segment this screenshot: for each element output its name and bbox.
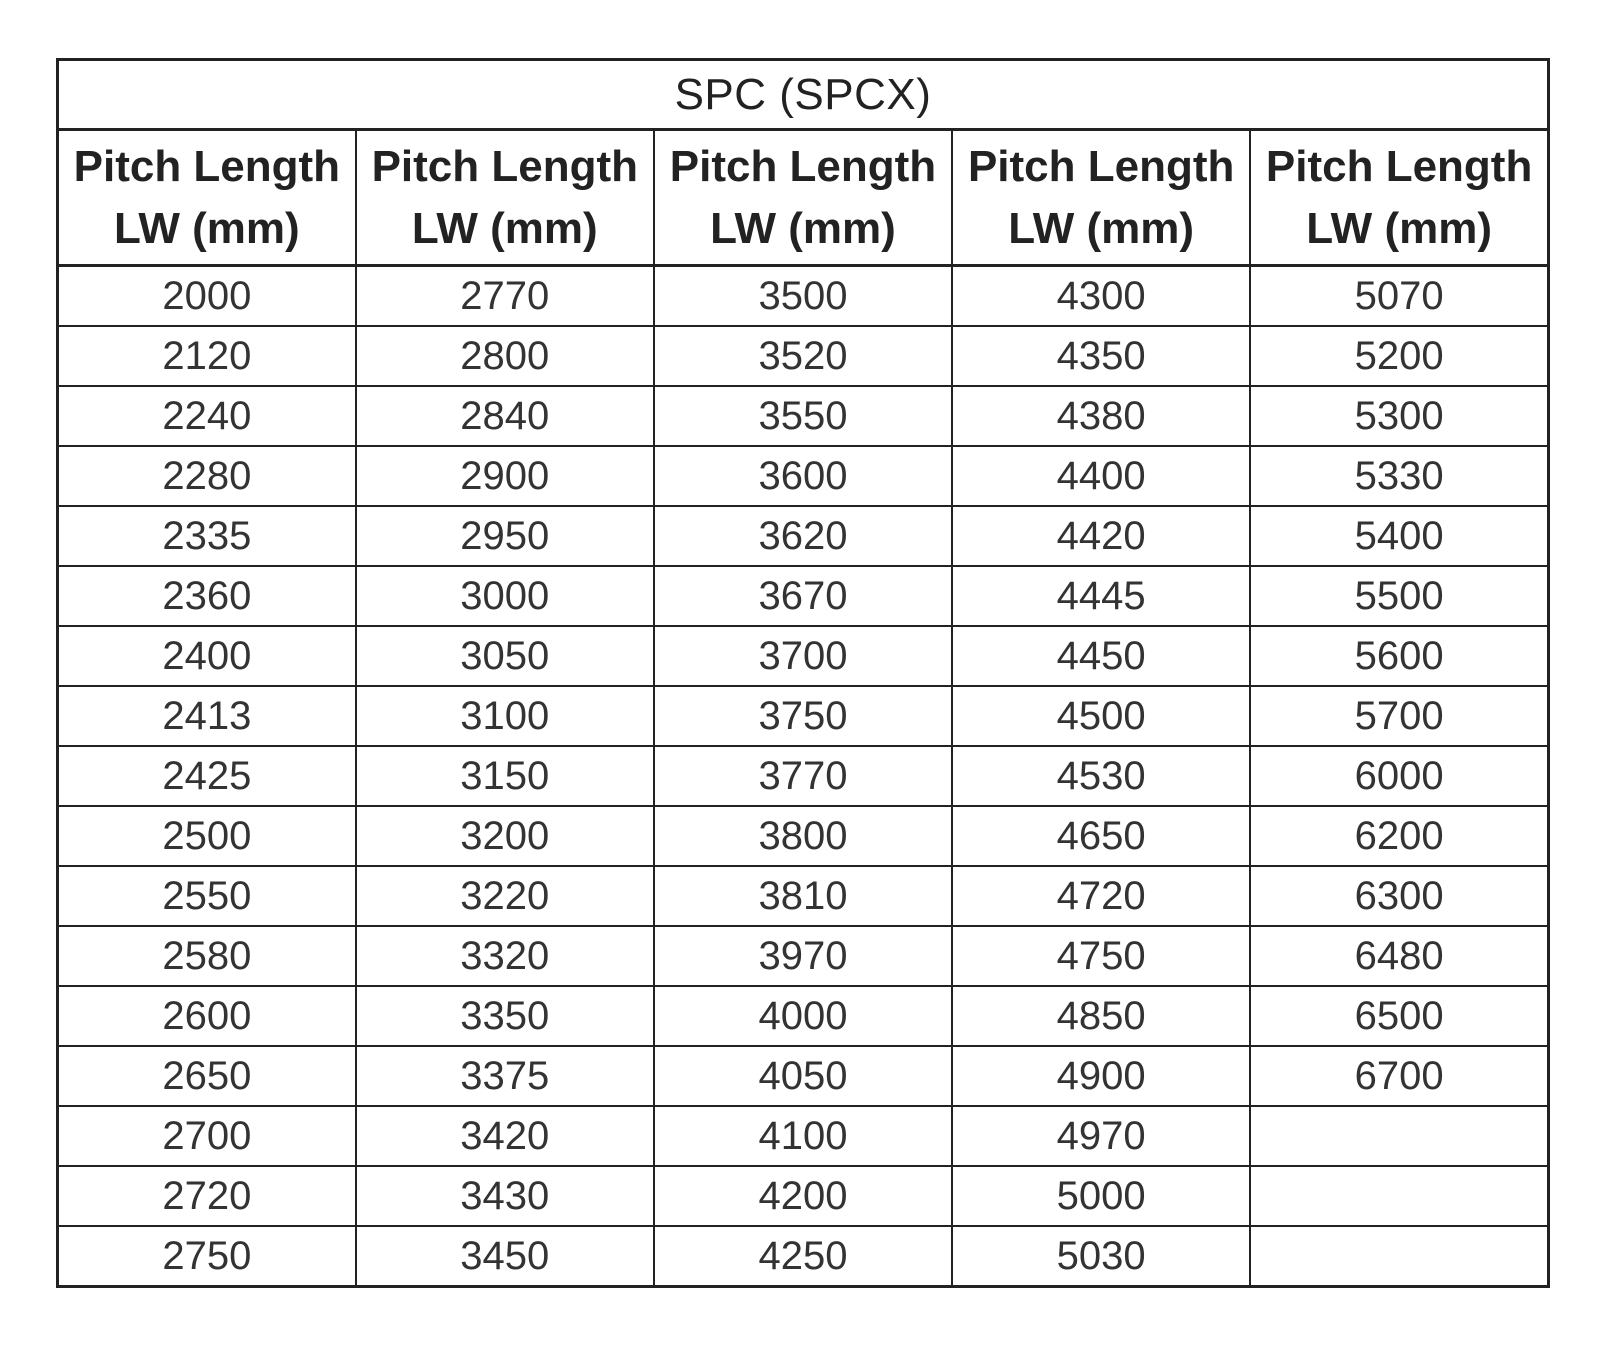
table-cell: 5600 (1250, 626, 1548, 686)
table-cell (1250, 1106, 1548, 1166)
table-cell: 6700 (1250, 1046, 1548, 1106)
table-cell: 3670 (654, 566, 952, 626)
table-cell: 3000 (356, 566, 654, 626)
table-cell: 4850 (952, 986, 1250, 1046)
table-cell: 4400 (952, 446, 1250, 506)
column-header-line2: LW (mm) (113, 203, 300, 253)
table-cell: 4000 (654, 986, 952, 1046)
table-cell: 4445 (952, 566, 1250, 626)
table-cell: 4450 (952, 626, 1250, 686)
table-cell: 5030 (952, 1226, 1250, 1287)
column-header-line1: Pitch Length (371, 141, 638, 191)
table-cell: 6200 (1250, 806, 1548, 866)
table-cell: 2720 (58, 1166, 356, 1226)
table-cell: 2425 (58, 746, 356, 806)
table-cell: 2600 (58, 986, 356, 1046)
table-row (58, 986, 1549, 1046)
table-row (58, 566, 1549, 626)
column-header-line1: Pitch Length (967, 141, 1235, 191)
table-cell: 6000 (1250, 746, 1548, 806)
table-cell: 2900 (356, 446, 654, 506)
column-header (1250, 130, 1548, 266)
table-cell: 2280 (58, 446, 356, 506)
column-header-line1: Pitch Length (1265, 141, 1533, 191)
table-cell: 2240 (58, 386, 356, 446)
table-cell: 4350 (952, 326, 1250, 386)
pitch-length-table (56, 58, 1550, 1288)
table-cell: 4650 (952, 806, 1250, 866)
table-row (58, 1166, 1549, 1226)
table-row (58, 626, 1549, 686)
table-cell: 4530 (952, 746, 1250, 806)
table-cell (1250, 1166, 1548, 1226)
table-body (58, 266, 1549, 1287)
table-cell: 3620 (654, 506, 952, 566)
table-cell: 3150 (356, 746, 654, 806)
table-cell: 4100 (654, 1106, 952, 1166)
table-row (58, 1226, 1549, 1287)
table-cell: 5500 (1250, 566, 1548, 626)
table-cell: 3050 (356, 626, 654, 686)
table-cell: 3320 (356, 926, 654, 986)
table-cell: 4900 (952, 1046, 1250, 1106)
table-cell: 3810 (654, 866, 952, 926)
table-cell: 2580 (58, 926, 356, 986)
table-cell: 2550 (58, 866, 356, 926)
table-row (58, 386, 1549, 446)
table-cell: 3970 (654, 926, 952, 986)
column-header-line1: Pitch Length (669, 141, 937, 191)
column-header-line2: LW (mm) (1008, 203, 1195, 253)
table-cell: 3770 (654, 746, 952, 806)
table-cell: 6480 (1250, 926, 1548, 986)
table-cell: 5200 (1250, 326, 1548, 386)
table-cell: 2700 (58, 1106, 356, 1166)
table-cell: 2120 (58, 326, 356, 386)
table-cell: 5400 (1250, 506, 1548, 566)
table-cell: 2800 (356, 326, 654, 386)
table-cell: 3500 (654, 266, 952, 327)
table-title: SPC (SPCX) (58, 60, 1549, 130)
table-cell: 4500 (952, 686, 1250, 746)
table-cell: 3220 (356, 866, 654, 926)
column-header (58, 130, 356, 266)
table-cell: 5330 (1250, 446, 1548, 506)
table-cell: 3350 (356, 986, 654, 1046)
column-header (654, 130, 952, 266)
table-cell: 2840 (356, 386, 654, 446)
table-cell: 6500 (1250, 986, 1548, 1046)
table-cell: 4720 (952, 866, 1250, 926)
table-row (58, 686, 1549, 746)
table-cell: 3600 (654, 446, 952, 506)
table-cell: 5070 (1250, 266, 1548, 327)
table-cell: 2400 (58, 626, 356, 686)
table-cell: 5300 (1250, 386, 1548, 446)
table-cell: 5700 (1250, 686, 1548, 746)
table-row (58, 746, 1549, 806)
table-cell: 3550 (654, 386, 952, 446)
table-cell: 2500 (58, 806, 356, 866)
table-cell: 2335 (58, 506, 356, 566)
table-cell: 3430 (356, 1166, 654, 1226)
table-cell: 3450 (356, 1226, 654, 1287)
table-cell: 4250 (654, 1226, 952, 1287)
table-cell: 3800 (654, 806, 952, 866)
table-cell: 4300 (952, 266, 1250, 327)
table-cell: 6300 (1250, 866, 1548, 926)
table-cell: 3375 (356, 1046, 654, 1106)
table-cell: 4050 (654, 1046, 952, 1106)
table-cell: 2770 (356, 266, 654, 327)
table-cell: 2413 (58, 686, 356, 746)
column-header-line1: Pitch Length (73, 141, 341, 191)
table-cell: 4750 (952, 926, 1250, 986)
table-row (58, 866, 1549, 926)
table-row (58, 1046, 1549, 1106)
table-cell: 3750 (654, 686, 952, 746)
table-cell: 2000 (58, 266, 356, 327)
table-cell: 3700 (654, 626, 952, 686)
table-row (58, 506, 1549, 566)
table-cell: 3100 (356, 686, 654, 746)
table-cell: 2360 (58, 566, 356, 626)
column-header-line2: LW (mm) (411, 203, 598, 253)
table-cell: 2950 (356, 506, 654, 566)
title-row (58, 60, 1549, 130)
column-header-line2: LW (mm) (710, 203, 896, 253)
table-cell: 2750 (58, 1226, 356, 1287)
table-cell: 3200 (356, 806, 654, 866)
table-cell: 3520 (654, 326, 952, 386)
table-cell: 4200 (654, 1166, 952, 1226)
table-row (58, 1106, 1549, 1166)
table-cell: 4420 (952, 506, 1250, 566)
table-row (58, 926, 1549, 986)
pitch-length-table-container (56, 58, 1550, 1288)
column-header-line2: LW (mm) (1306, 203, 1492, 253)
table-cell: 4380 (952, 386, 1250, 446)
column-header (356, 130, 654, 266)
table-cell: 2650 (58, 1046, 356, 1106)
table-row (58, 266, 1549, 327)
table-row (58, 326, 1549, 386)
table-row (58, 806, 1549, 866)
table-cell (1250, 1226, 1548, 1287)
table-cell: 5000 (952, 1166, 1250, 1226)
table-cell: 3420 (356, 1106, 654, 1166)
table-cell: 4970 (952, 1106, 1250, 1166)
header-row (58, 130, 1549, 266)
table-row (58, 446, 1549, 506)
column-header (952, 130, 1250, 266)
